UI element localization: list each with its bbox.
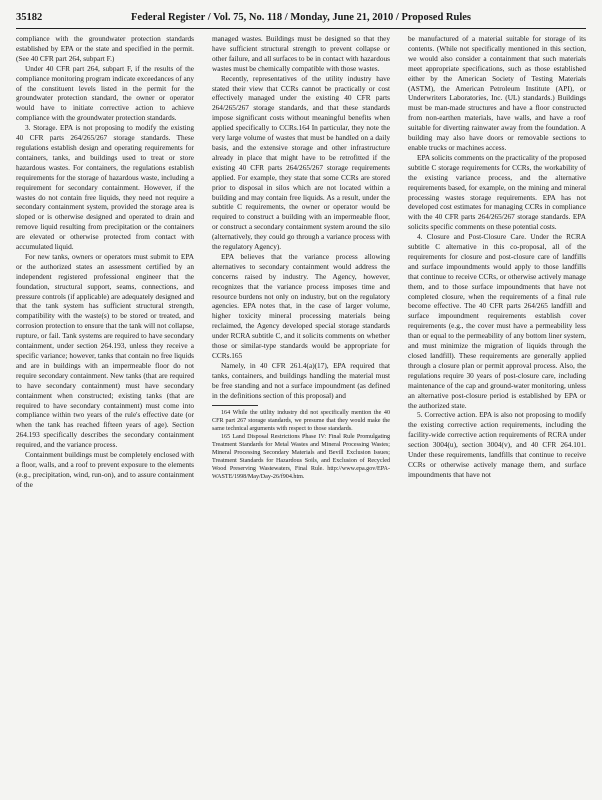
paragraph: Under 40 CFR part 264, subpart F, if the results of the compliance monitoring program indicate exceedances of any of the constituent levels listed in the permit for the groundwater protection standard, the owner or operator would have to initiate corrective action to achieve compliance with the groundwater protection standards. [16, 63, 194, 123]
paragraph: EPA solicits comments on the practicality of the proposed subtitle C storage requirements for CCRs, the workability of the existing variance process, and the alternative requirements based, for example, on the mining and mineral processing wastes storage requirements. EPA has not developed cost estimates for managing CCRs in compliance with the 40 CFR parts 264/265/267 storage standards. EPA solicits specific comments on these potential costs. [408, 152, 586, 232]
column-2 [212, 34, 390, 481]
paragraph: 5. Corrective action. EPA is also not proposing to modify the existing corrective action requirements, including the facility-wide corrective action requirements of RCRA under section 3004(u), section 3004(v), and 40 CFR 264.101. Under these requirements, landfills that continue to receive CCRs or otherwise actively manage them, and surface impoundments that have not [408, 410, 586, 479]
header-rule [16, 28, 586, 29]
paragraph: compliance with the groundwater protection standards established by EPA or the state and specified in the permit. (See 40 CFR part 264, subpart F.) [16, 34, 194, 63]
paragraph: managed wastes. Buildings must be designed so that they have sufficient structural strength to prevent collapse or other failure, and all surfaces to be in contact with hazardous wastes must be chemically compatible with those wastes. [212, 34, 390, 73]
column-1 [16, 34, 194, 490]
paragraph: EPA believes that the variance process allowing alternatives to secondary containment would address the concerns raised by industry. The Agency, however, recognizes that the variance process imposes time and resource burdens not only on industry, but on the regulatory agencies. EPA notes that, in the case of larger volume, higher toxicity mineral processing materials being reclaimed, the Agency developed special storage standards under RCRA subtitle C, and it solicits comments on whether those or similar-type standards would be appropriate for CCRs.165 [212, 251, 390, 360]
paragraph: be manufactured of a material suitable for storage of its contents. (While not specifically mentioned in this section, we would also consider a containment that such materials meet appropriate specifications, such as those established either by the American Society of Testing Materials (ASTM), the American Petroleum Institute (API), or Underwriters Laboratories, Inc. (UL) standards.) Buildings must be man-made structures and have a floor constructed from non-earthen materials, have walls, and have a roof suitable for diverting rainwater away from the foundation. A building may also have doors or removable sections to enable trucks or machines access. [408, 34, 586, 152]
paragraph: Recently, representatives of the utility industry have stated their view that CCRs cannot be practically or cost effectively managed under the existing 40 CFR parts 264/265/267 storage standards, and that these standards impose significant costs without meaningful benefits when applied specifically to CCRs.164 In particular, they note the very large volume of wastes that must be handled on a daily basis, and the extensive storage and other infrastructure already in place that might have to be retrofitted if the existing 40 CFR parts 264/265/267 storage requirements applied. For example, they state that some CCRs are stored prior to disposal in silos which are not located within a building and may contain free liquids. As a result, under the subtitle C requirements, the owner or operator would be required to construct a building with an impermeable floor, or construct a secondary containment system around the silo (alternatively, they could go through a variance process with the regulatory Agency). [212, 73, 390, 252]
page-number: 35182 [16, 12, 43, 23]
paragraph: 4. Closure and Post-Closure Care. Under the RCRA subtitle C alternative in this co-proposal, all of the requirements for closure and post-closure care of landfills and surface impoundments would apply to those landfills that continue to receive CCRs, or otherwise actively manage them, and to those surface impoundments that have not completed closure, when the requirements of a final rule become effective. The 40 CFR parts 264/265 landfill and surface impoundment requirements establish cover requirements (e.g., the cover must have a permeability less than or equal to the permeability of any bottom liner system, and must minimize the migration of liquids through the closed landfill). These requirements are generally applied through a closure plan or permit approval process. Also, the regulations require 30 years of post-closure care, including maintenance of the cap and ground-water monitoring, unless an alternative post-closure period is established by EPA or the authorized state. [408, 232, 586, 410]
publication-line: Federal Register / Vol. 75, No. 118 / Monday, June 21, 2010 / Proposed Rules [131, 12, 471, 23]
column-3 [408, 34, 586, 480]
paragraph: Containment buildings must be completely enclosed with a floor, walls, and a roof to prevent exposure to the elements (e.g., precipitation, wind, run-on), and to assure containment of the [16, 450, 194, 489]
footnote: 164 While the utility industry did not specifically mention the 40 CFR part 267 storage standards, we presume that they would make the same technical arguments with respect to those standards. [212, 409, 390, 432]
footnote-rule [212, 405, 258, 406]
page-header [16, 12, 586, 28]
paragraph: Namely, in 40 CFR 261.4(a)(17), EPA required that tanks, containers, and buildings handling the material must be free standing and not a surface impoundment (as defined in the definitions section of this proposal) and [212, 360, 390, 400]
paragraph: 3. Storage. EPA is not proposing to modify the existing 40 CFR parts 264/265/267 storage standards. These regulations establish design and operating requirements for containers, tanks, and buildings used to treat or store hazardous wastes. For containers, the regulations establish requirements for the storage of hazardous waste, including a requirement for secondary containment. However, if the wastes do not contain free liquids, they need not require a secondary containment system, provided the storage area is sloped or is otherwise designed and operated to drain and remove liquid resulting from precipitation or the containers are elevated or otherwise protected from contact with accumulated liquid. [16, 123, 194, 252]
footnote: 165 Land Disposal Restrictions Phase IV: Final Rule Promulgating Treatment Standards for Metal Wastes and Mineral Processing Wastes; Mineral Processing Secondary Materials and Bevill Exclusion Issues; Treatment Standards for Hazardous Soils, and Exclusion of Recycled Wood Preserving Wastewaters, Final Rule. http://www.epa.gov/EPA-WASTE/1998/May/Day-26/f904.htm. [212, 433, 390, 480]
paragraph: For new tanks, owners or operators must submit to EPA or the authorized states an assessment certified by an independent registered professional engineer that the foundation, structural support, seams, connections, and pressure controls (if applicable) are adequately designed and that the tank system has sufficient structural strength, compatibility with the waste(s) to be stored or treated, and corrosion protection to ensure that the tank will not collapse, rupture, or fail. Tank systems are required to have secondary containment, under section 264.193, unless they receive a specific variance; however, tanks that contain no free liquids and are in buildings with an impermeable floor do not require secondary containment. New tanks (that are required to have secondary containment) must have secondary containment when constructed; existing tanks (that are required to have secondary containment) must come into compliance within two years of the rule's effective date (or when the tank has reached fifteen years of age). Section 264.193 specifically describes the secondary containment required, and the variance process. [16, 251, 194, 450]
